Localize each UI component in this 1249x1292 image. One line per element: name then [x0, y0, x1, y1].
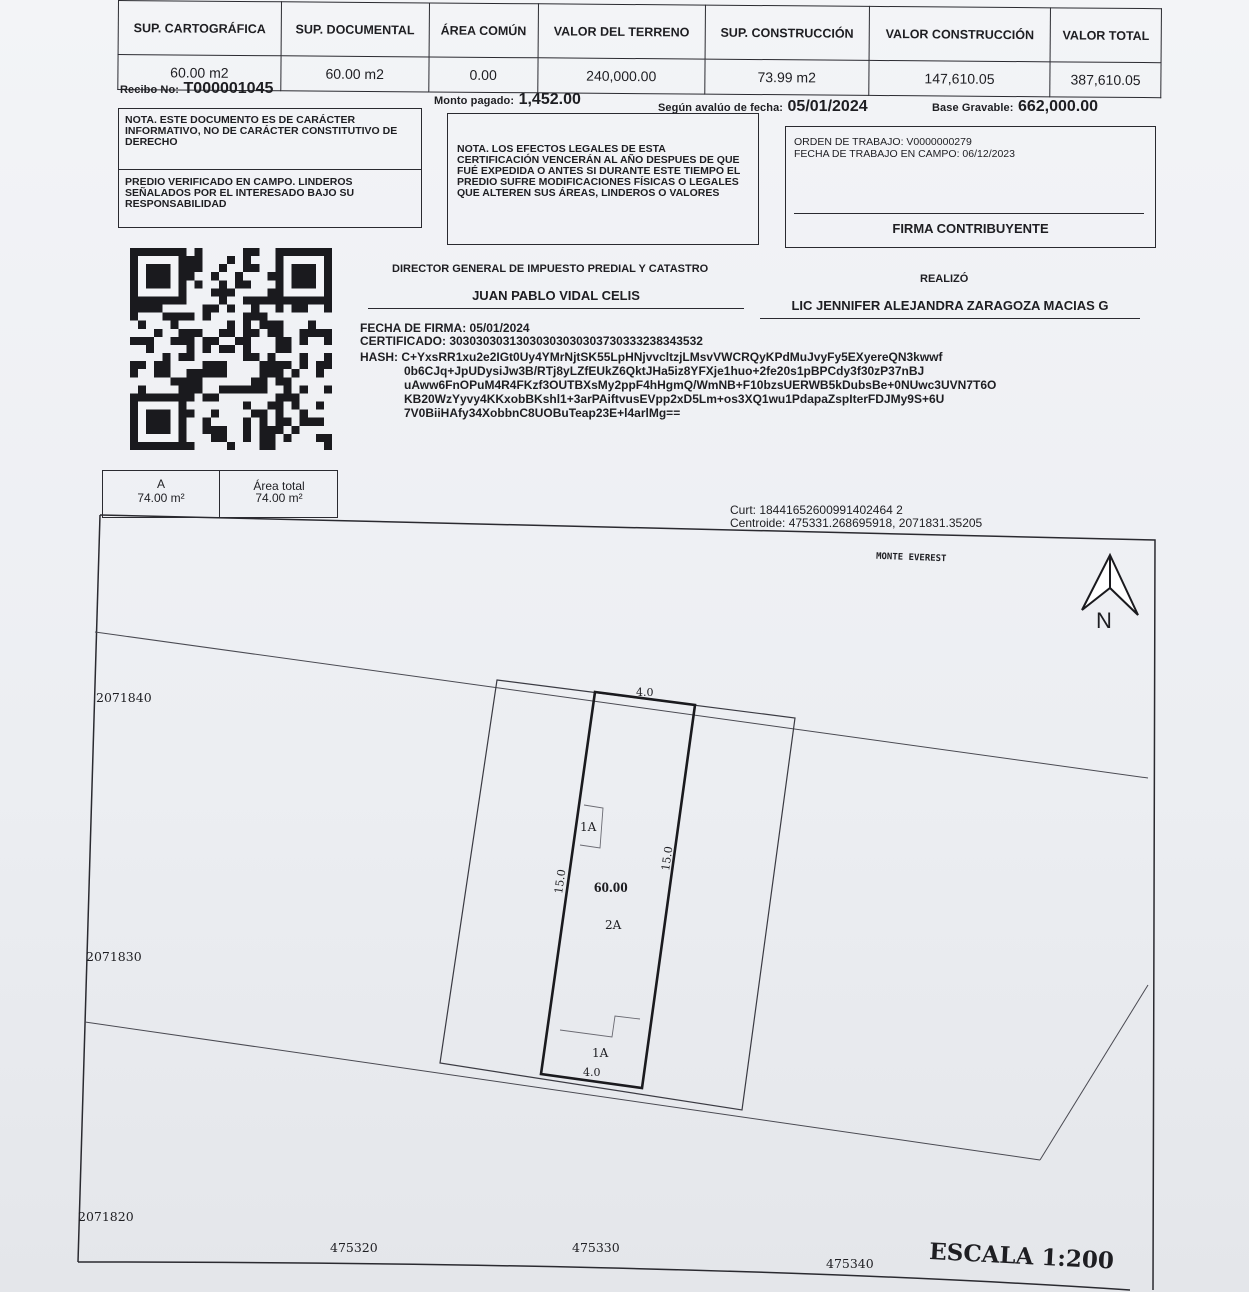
recibo-label: Recibo No: [120, 84, 180, 96]
fecha-firma: FECHA DE FIRMA: 05/01/2024 [360, 321, 530, 335]
dimension-left: 15.0 [552, 868, 569, 895]
header-valor-construccion: VALOR CONSTRUCCIÓN [869, 6, 1051, 62]
header-sup-documental: SUP. DOCUMENTAL [281, 2, 429, 57]
note-efectos-legales: NOTA. LOS EFECTOS LEGALES DE ESTA CERTIFICACIÓN VENCERÁN AL AÑO DESPUES DE QUE FUÉ EXPEDIDA O ANTES SI DURANTE ESTE TIEMPO EL PREDIO SUFRE MODIFICACIONES FÍSICAS O LEGALES QUE ALTEREN SUS ÁREAS, LINDEROS O VALORES [457, 143, 741, 199]
base-value: 662,000.00 [1017, 98, 1099, 115]
x-coord-label: 475340 [826, 1256, 874, 1271]
realizo-title: REALIZÓ [920, 273, 969, 285]
note-predio-verificado: PREDIO VERIFICADO EN CAMPO. LINDEROS SEÑALADOS POR EL INTERESADO BAJO SU RESPONSABILIDAD [125, 176, 355, 210]
dimension-top: 4.0 [636, 686, 654, 699]
hash-line-1: HASH: C+YxsRR1xu2e2IGt0Uy4YMrNjtSK55LpHNjvvcltzjLMsvVWCRQyKPdMuJvyFy5EXyereQN3kwwf [360, 350, 943, 364]
area-total-label: Área total [253, 479, 305, 493]
y-coord-label: 2071830 [86, 949, 142, 964]
hash-line-3: uAww6FnOPuM4R4FKzf3OUTBXsMy2ppF4hHgmQ/WmNB+F10bzsUERWB5kDubsBe+0NUwc3UVN7T6O [404, 378, 997, 392]
header-area-comun: ÁREA COMÚN [429, 3, 539, 58]
value-valor-total: 387,610.05 [1050, 62, 1161, 98]
header-valor-terreno: VALOR DEL TERRENO [538, 4, 705, 59]
x-coord-label: 475330 [572, 1240, 620, 1255]
dimension-bottom: 4.0 [583, 1066, 601, 1079]
fecha-trabajo-campo: FECHA DE TRABAJO EN CAMPO: 06/12/2023 [794, 148, 1015, 160]
firma-contribuyente-label: FIRMA CONTRIBUYENTE [892, 221, 1049, 236]
monto-label: Monto pagado: [434, 95, 515, 107]
note-informativo: NOTA. ESTE DOCUMENTO ES DE CARÁCTER INFORMATIVO, NO DE CARÁCTER CONSTITUTIVO DE DERECHO [125, 114, 398, 148]
hash-line-5: 7V0BiiHAfy34XobbnC8UOBuTeap23E+l4arlMg== [404, 406, 681, 420]
header-valor-total: VALOR TOTAL [1050, 8, 1161, 63]
value-sup-cartografica: 60.00 m2 [118, 55, 281, 91]
monto-value: 1,452.00 [518, 91, 581, 108]
dimension-right: 15.0 [659, 845, 676, 872]
x-coord-label: 475320 [330, 1240, 378, 1255]
hash-line-2: 0b6CJq+JpUDysiJw3B/RTj8yLZfEUkZ6QktJHa5iz8YFXje1huo+2fe20s1pBPCdy3f30zP37nBJ [404, 364, 925, 378]
area-a-label: A [156, 477, 165, 491]
area-a-value: 74.00 m² [137, 491, 185, 505]
unit-1a-bottom: 1A [592, 1046, 609, 1060]
street-label: MONTE EVEREST [875, 551, 947, 565]
curt-label: Curt: 18441652600991402464 2 [730, 503, 903, 517]
director-name: JUAN PABLO VIDAL CELIS [472, 288, 640, 303]
realizo-name: LIC JENNIFER ALEJANDRA ZARAGOZA MACIAS G [791, 298, 1109, 313]
north-label: N [1096, 608, 1112, 633]
header-sup-cartografica: SUP. CARTOGRÁFICA [118, 1, 281, 56]
scale-label: ESCALA 1:200 [928, 1238, 1115, 1275]
recibo-value: T000001045 [183, 80, 274, 97]
value-area-comun: 0.00 [428, 57, 537, 93]
value-valor-construccion: 147,610.05 [869, 61, 1051, 97]
y-coord-label: 2071820 [78, 1209, 134, 1224]
y-coord-label: 2071840 [96, 690, 152, 705]
unit-1a-top: 1A [580, 820, 597, 834]
value-valor-terreno: 240,000.00 [538, 58, 705, 94]
parcel-area: 60.00 [594, 880, 628, 896]
avaluo-value: 05/01/2024 [787, 98, 868, 115]
director-title: DIRECTOR GENERAL DE IMPUESTO PREDIAL Y CATASTRO [392, 263, 709, 275]
value-sup-documental: 60.00 m2 [281, 56, 429, 92]
area-total-value: 74.00 m² [255, 491, 303, 505]
certificado: CERTIFICADO: 30303030313030303030303730333238343532 [360, 334, 703, 348]
centroide-label: Centroide: 475331.268695918, 2071831.35205 [730, 516, 983, 530]
value-sup-construccion: 73.99 m2 [705, 59, 869, 95]
unit-2a: 2A [605, 918, 622, 932]
orden-trabajo: ORDEN DE TRABAJO: V0000000279 [794, 136, 972, 148]
avaluo-label: Según avalúo de fecha: [658, 102, 784, 114]
header-sup-construccion: SUP. CONSTRUCCIÓN [705, 5, 869, 60]
base-label: Base Gravable: [932, 102, 1014, 114]
hash-line-4: KB20WzYyvy4KKxobBKshl1+3arPAiftvusEVpp2xD5Lm+os3XQ1wu1PdapaZspIterFDJMy9S+6U [404, 392, 945, 406]
